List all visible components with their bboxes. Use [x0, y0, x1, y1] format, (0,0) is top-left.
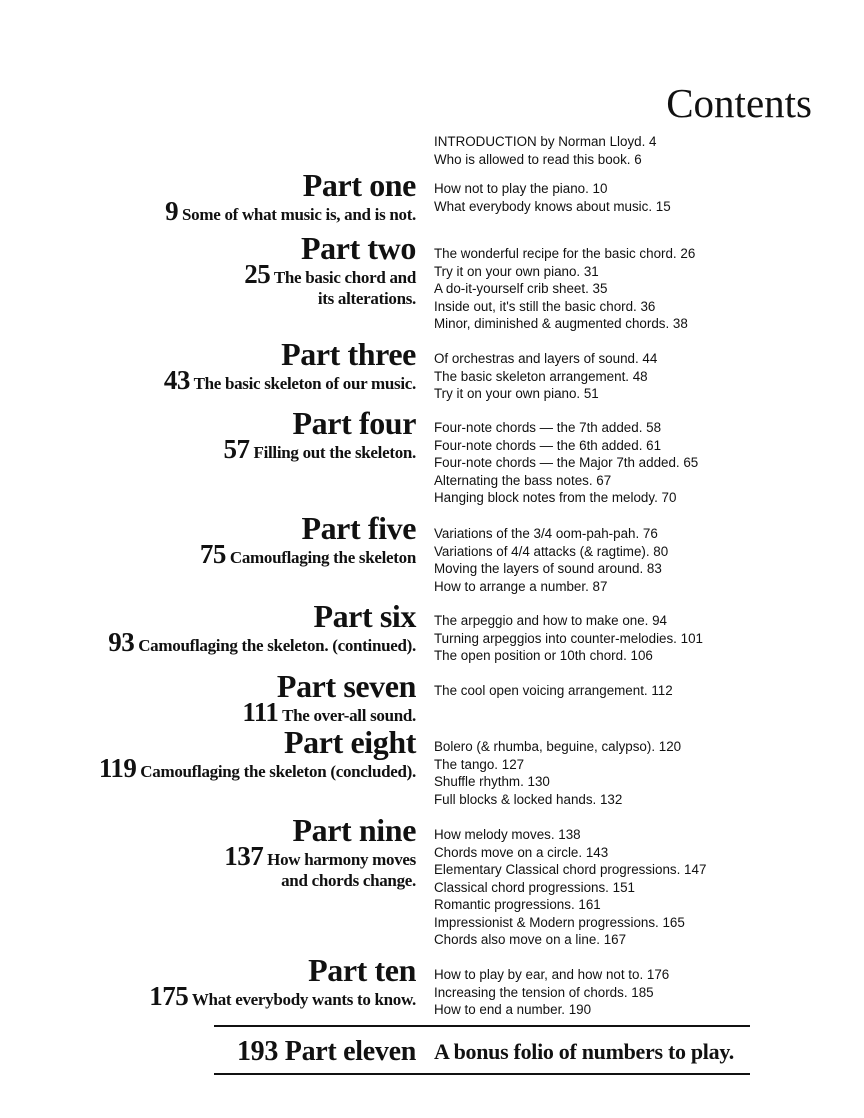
- part-page-number: 43: [163, 365, 190, 395]
- part-title: Part eight: [284, 724, 416, 760]
- chapter-entry: How melody moves. 138: [434, 827, 581, 842]
- part-heading: [163, 336, 416, 395]
- part-page-number: 57: [223, 434, 250, 464]
- part-description-line: The basic chord and: [273, 268, 416, 287]
- part-page-number: 193: [236, 1036, 279, 1067]
- chapter-entry: How to end a number. 190: [434, 1002, 592, 1017]
- chapter-entry: Full blocks & locked hands. 132: [434, 791, 623, 807]
- chapter-entry: Variations of the 3/4 oom-pah-pah. 76: [434, 526, 658, 541]
- chapter-entry: Four-note chords — the 6th added. 61: [434, 437, 662, 453]
- chapter-entry: Turning arpeggios into counter-melodies. 101: [434, 630, 703, 646]
- chapter-entry: Elementary Classical chord progressions. 147: [434, 862, 707, 877]
- chapter-list: [434, 826, 706, 949]
- chapter-entry: A do-it-yourself crib sheet. 35: [434, 281, 608, 296]
- intro-line: INTRODUCTION by Norman Lloyd. 4: [434, 134, 657, 149]
- part-description-line: Some of what music is, and is not.: [182, 205, 416, 224]
- chapter-entry: The open position or 10th chord. 106: [434, 648, 653, 663]
- chapter-list: [434, 350, 657, 403]
- chapter-entry: Try it on your own piano. 31: [434, 263, 599, 279]
- part-title: Part two: [301, 230, 416, 266]
- part-description: [165, 196, 416, 226]
- part-heading: [149, 952, 416, 1011]
- chapter-entry: Hanging block notes from the melody. 70: [434, 490, 677, 505]
- part-heading: [223, 405, 416, 464]
- part-description-line: How harmony moves: [267, 850, 416, 869]
- part-title: Part one: [302, 167, 416, 203]
- part-title: Part five: [301, 510, 416, 546]
- part-heading: [244, 230, 416, 309]
- chapter-list: [434, 419, 698, 507]
- part-title: Part three: [281, 336, 416, 372]
- part-page-number: 25: [244, 259, 271, 289]
- part-page-number: 75: [199, 539, 226, 569]
- part-description: [242, 697, 416, 727]
- chapter-entry: Minor, diminished & augmented chords. 38: [434, 316, 688, 331]
- part-heading: [98, 724, 416, 783]
- chapter-list: [434, 525, 668, 595]
- chapter-entry: Chords also move on a line. 167: [434, 932, 627, 947]
- part-description: [163, 365, 416, 395]
- part-page-number: 137: [224, 841, 264, 871]
- part-page-number: 9: [165, 196, 179, 226]
- chapter-entry: Of orchestras and layers of sound. 44: [434, 351, 658, 366]
- part-heading: [108, 598, 416, 657]
- introduction-list: [434, 133, 656, 168]
- chapter-list: [434, 966, 669, 1019]
- part-title: Part six: [313, 598, 416, 634]
- chapter-entry: How not to play the piano. 10: [434, 181, 608, 196]
- chapter-entry: The cool open voicing arrangement. 112: [434, 683, 673, 698]
- chapter-entry: The tango. 127: [434, 756, 525, 772]
- chapter-entry: Impressionist & Modern progressions. 165: [434, 914, 685, 930]
- part-description: [149, 981, 416, 1011]
- part-page-number: 111: [242, 697, 279, 727]
- chapter-entry: Inside out, it's still the basic chord. 36: [434, 298, 656, 314]
- chapter-entry: Moving the layers of sound around. 83: [434, 561, 662, 576]
- part-description-line: and chords change.: [281, 871, 416, 890]
- part-heading: [224, 812, 416, 891]
- chapter-entry: Try it on your own piano. 51: [434, 386, 599, 401]
- part-title: Part four: [292, 405, 416, 441]
- part-description: [98, 753, 416, 783]
- chapter-entry: How to play by ear, and how not to. 176: [434, 967, 670, 982]
- part-heading: [199, 510, 416, 569]
- part-heading: [242, 668, 416, 727]
- chapter-entry: Romantic progressions. 161: [434, 897, 601, 912]
- intro-line: Who is allowed to read this book. 6: [434, 151, 642, 167]
- page-title: Contents: [666, 80, 812, 126]
- chapter-entry: Classical chord progressions. 151: [434, 879, 635, 895]
- part-page-number: 119: [98, 753, 137, 783]
- part-title: Part ten: [308, 952, 416, 988]
- part-description: [223, 434, 416, 464]
- part-description: [224, 841, 416, 871]
- part-description-line: The over-all sound.: [282, 706, 416, 725]
- divider-top: [214, 1025, 750, 1027]
- part-description: [108, 627, 416, 657]
- chapter-entry: The basic skeleton arrangement. 48: [434, 368, 648, 384]
- part-title: Part nine: [292, 812, 416, 848]
- chapter-entry: Alternating the bass notes. 67: [434, 472, 612, 488]
- chapter-entry: Bolero (& rhumba, beguine, calypso). 120: [434, 739, 682, 754]
- final-part-description: A bonus folio of numbers to play.: [434, 1039, 735, 1064]
- part-description-line: its alterations.: [317, 289, 416, 308]
- final-part-heading: [237, 1035, 416, 1069]
- chapter-entry: Increasing the tension of chords. 185: [434, 984, 654, 1000]
- chapter-entry: How to arrange a number. 87: [434, 578, 608, 594]
- part-title: Part seven: [276, 668, 416, 704]
- chapter-entry: What everybody knows about music. 15: [434, 198, 671, 214]
- chapter-list: [434, 612, 703, 665]
- part-page-number: 175: [149, 981, 189, 1011]
- chapter-entry: The arpeggio and how to make one. 94: [434, 613, 668, 628]
- chapter-list: [434, 682, 673, 700]
- chapter-list: [434, 180, 671, 215]
- chapter-list: [434, 738, 681, 808]
- part-description-line: The basic skeleton of our music.: [193, 374, 416, 393]
- part-page-number: 93: [108, 627, 135, 657]
- part-description: [199, 539, 416, 569]
- chapter-entry: Chords move on a circle. 143: [434, 844, 609, 860]
- chapter-entry: Variations of 4/4 attacks (& ragtime). 80: [434, 543, 669, 559]
- part-title: Part eleven: [284, 1036, 416, 1067]
- part-description-line: Camouflaging the skeleton: [229, 548, 416, 567]
- part-description-line: Camouflaging the skeleton (concluded).: [140, 762, 416, 781]
- part-description: [244, 259, 416, 289]
- part-description-line: What everybody wants to know.: [191, 990, 416, 1009]
- part-heading: [165, 167, 416, 226]
- chapter-entry: Shuffle rhythm. 130: [434, 774, 550, 789]
- divider-bottom: [214, 1073, 750, 1075]
- chapter-entry: Four-note chords — the Major 7th added. 65: [434, 455, 699, 470]
- part-description-line: Filling out the skeleton.: [253, 443, 416, 462]
- part-description-line: Camouflaging the skeleton. (continued).: [138, 636, 416, 655]
- chapter-list: [434, 245, 695, 333]
- chapter-entry: The wonderful recipe for the basic chord. 26: [434, 246, 696, 261]
- chapter-entry: Four-note chords — the 7th added. 58: [434, 420, 662, 435]
